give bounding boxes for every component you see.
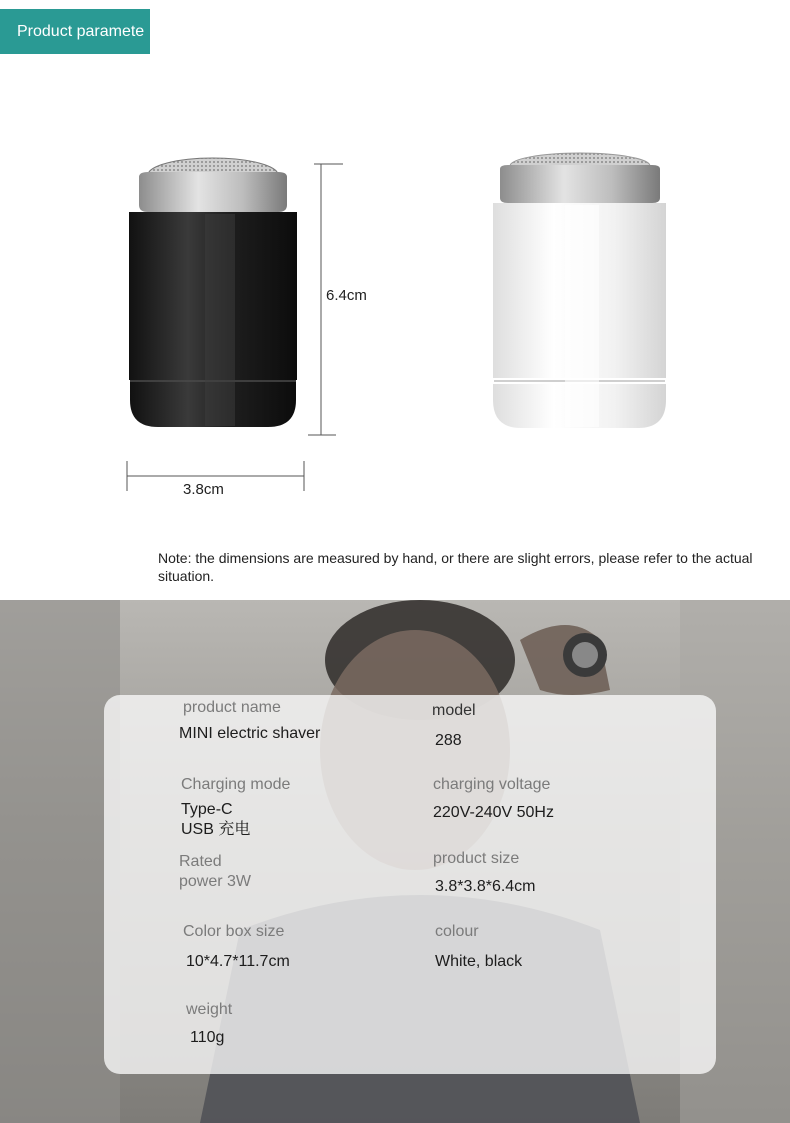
rated-label: Rated — [179, 853, 222, 870]
color-box-size-label: Color box size — [183, 923, 285, 940]
height-label: 6.4cm — [326, 287, 367, 304]
product-image — [0, 0, 790, 540]
measurement-note: Note: the dimensions are measured by hand, or there are slight errors, please refer to the actual situation. — [158, 550, 753, 584]
product-size-label: product size — [433, 850, 520, 867]
weight-value: 110g — [190, 1029, 225, 1046]
colour-value: White, black — [435, 953, 523, 970]
width-label: 3.8cm — [183, 481, 224, 498]
product-name-value: MINI electric shaver — [179, 725, 321, 742]
product-name-label: product name — [183, 699, 281, 716]
model-label: model — [432, 702, 476, 719]
black-shaver — [129, 158, 297, 427]
charging-voltage-value: 220V-240V 50Hz — [433, 804, 554, 821]
product-parameters-tab: Product paramete — [0, 9, 150, 54]
weight-label: weight — [186, 1001, 233, 1018]
white-shaver — [493, 153, 666, 428]
charging-mode-value-2: USB 充电 — [181, 821, 251, 838]
parameters-card — [104, 695, 716, 1074]
charging-voltage-label: charging voltage — [433, 776, 551, 793]
colour-label: colour — [435, 923, 479, 940]
charging-mode-value-1: Type-C — [181, 801, 233, 818]
rated-power-value: power 3W — [179, 873, 252, 890]
charging-mode-label: Charging mode — [181, 776, 291, 793]
product-size-value: 3.8*3.8*6.4cm — [435, 878, 536, 895]
model-value: 288 — [435, 732, 462, 749]
color-box-size-value: 10*4.7*11.7cm — [186, 953, 290, 970]
